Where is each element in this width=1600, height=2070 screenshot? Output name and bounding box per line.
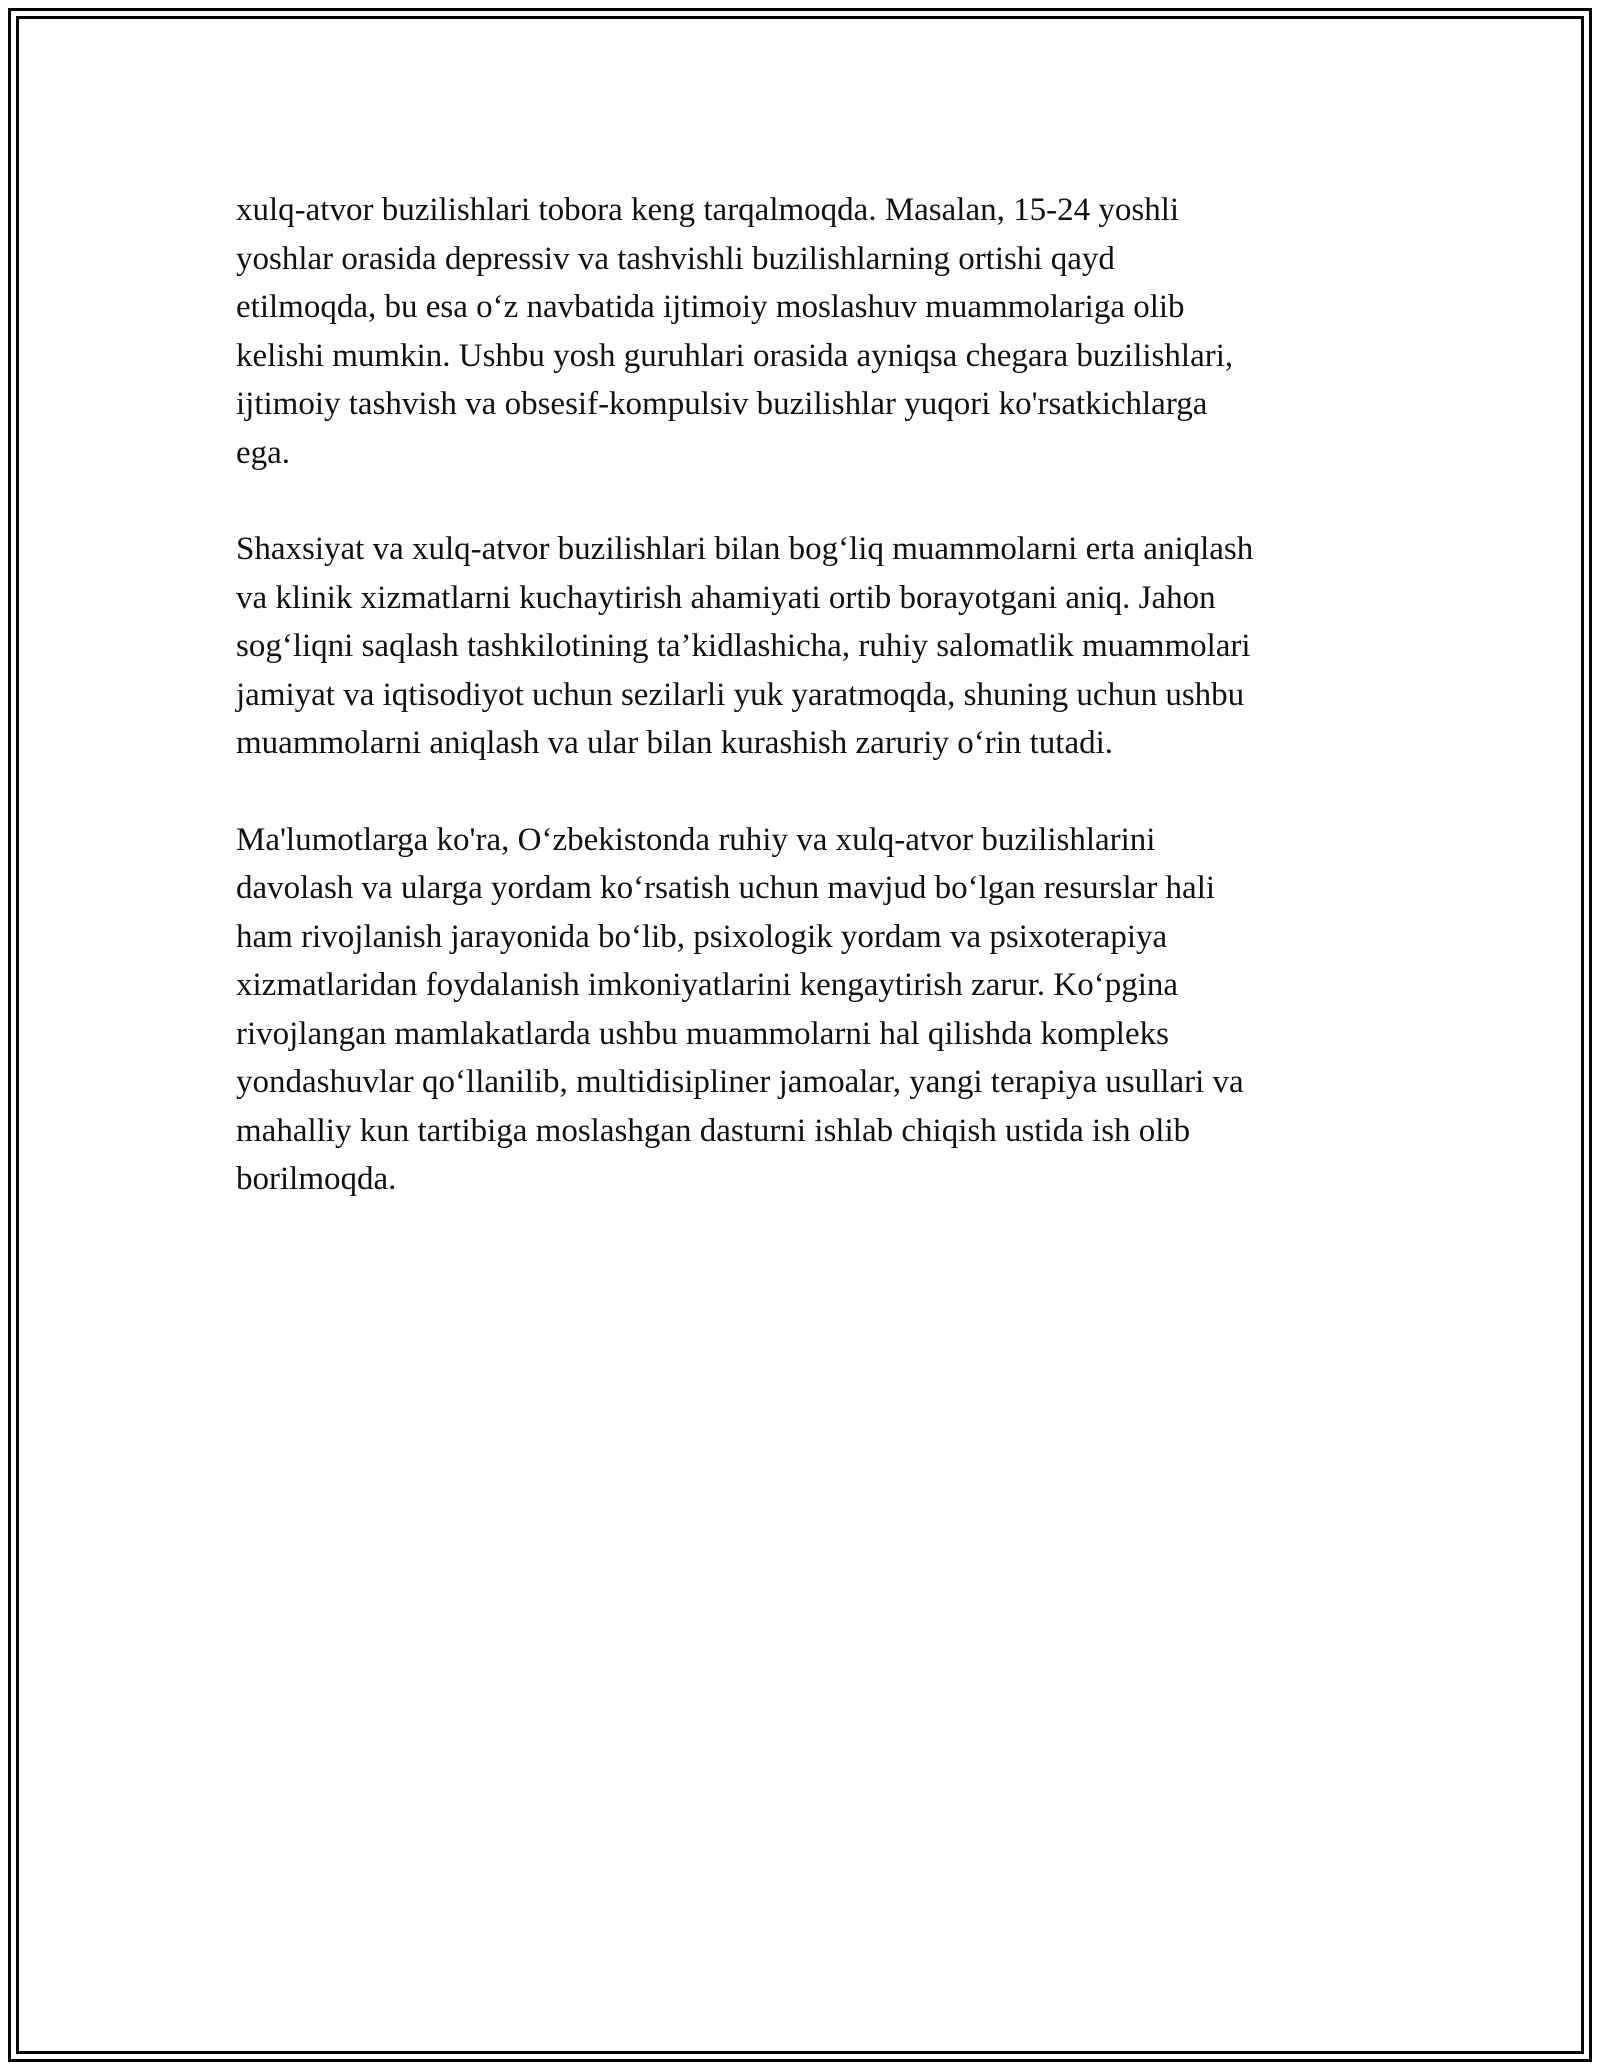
paragraph-3: Ma'lumotlarga ko'ra, O‘zbekistonda ruhiy va xulq-atvor buzilishlarini davolash va ularga yordam ko‘rsatish uchun mavjud bo‘lgan resurslar hali ham rivojlanish jarayonida bo‘lib, psixologik yordam va psixoterapiya xizmatlaridan foydalanish imkoniyatlarini kengaytirish zarur. Ko‘pgina rivojlangan mamlakatlarda ushbu muammolarni hal qilishda kompleks yondashuvlar qo‘llanilib, multidisipliner jamoalar, yangi terapiya usullari va mahalliy kun tartibiga moslashgan dasturni ishlab chiqish ustida ish olib borilmoqda. — [236, 821, 1244, 1197]
paragraph-1: xulq-atvor buzilishlari tobora keng tarqalmoqda. Masalan, 15-24 yoshli yoshlar orasida depressiv va tashvishli buzilishlarning ortishi qayd etilmoqda, bu esa o‘z navbatida ijtimoiy moslashuv muammolariga olib kelishi mumkin. Ushbu yosh guruhlari orasida ayniqsa chegara buzilishlari, ijtimoiy tashvish va obsesif-kompulsiv buzilishlar yuqori ko'rsatkichlarga ega. — [236, 192, 1234, 471]
document-body — [236, 186, 1386, 1252]
paragraph-2: Shaxsiyat va xulq-atvor buzilishlari bilan bog‘liq muammolarni erta aniqlash va klinik xizmatlarni kuchaytirish ahamiyati ortib borayotgani aniq. Jahon sog‘liqni saqlash tashkilotining ta’kidlashicha, ruhiy salomatlik muammolari jamiyat va iqtisodiyot uchun sezilarli yuk yaratmoqda, shuning uchun ushbu muammolarni aniqlash va ular bilan kurashish zaruriy o‘rin tutadi. — [236, 531, 1254, 761]
